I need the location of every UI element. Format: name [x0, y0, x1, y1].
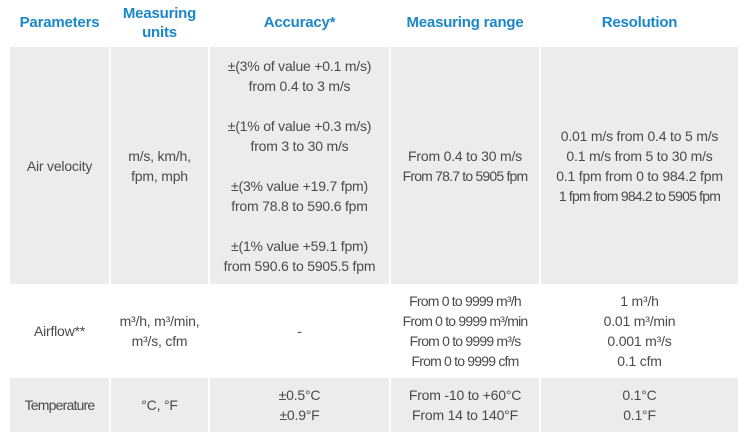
accuracy-text: ±(1% value +59.1 fpm)	[231, 237, 368, 254]
accuracy-text: ±(1% of value +0.3 m/s)	[227, 117, 372, 134]
cell-resolution	[541, 47, 738, 284]
accuracy-text: from 3 to 30 m/s	[250, 137, 349, 154]
units-text: m³/s, cfm	[131, 333, 188, 349]
accuracy-block	[228, 56, 372, 96]
table-row	[10, 378, 738, 432]
range-text: From 0 to 9999 m³/s	[409, 333, 521, 349]
table-header-row	[10, 0, 738, 45]
header-label: Parameters	[19, 14, 100, 31]
accuracy-text: ±0.5°C	[278, 387, 321, 403]
resolution-text: 1 fpm from 984.2 to 5905 fpm	[558, 187, 721, 204]
accuracy-block	[224, 236, 376, 276]
range-text: From -10 to +60°C	[408, 387, 522, 403]
range-text: From 78.7 to 5905 fpm	[402, 167, 528, 184]
units-text: fpm, mph	[131, 167, 188, 184]
header-parameters	[10, 0, 109, 45]
range-text: From 0 to 9999 m³/h	[409, 293, 521, 309]
resolution-text: 0.1 m/s from 5 to 30 m/s	[566, 147, 713, 164]
cell-accuracy	[210, 378, 389, 432]
resolution-text: 0.1°C	[622, 387, 657, 403]
cell-units	[111, 286, 208, 376]
spec-table	[10, 0, 738, 432]
range-text: From 0.4 to 30 m/s	[408, 147, 522, 164]
resolution-text: 0.1 fpm from 0 to 984.2 fpm	[556, 167, 723, 184]
accuracy-text: -	[297, 323, 302, 339]
units-text: m/s, km/h,	[128, 147, 191, 164]
header-label: Measuring range	[406, 14, 524, 31]
parameter-name: Air velocity	[26, 157, 93, 174]
header-label: Measuring	[122, 4, 197, 22]
header-label: units	[142, 23, 177, 41]
resolution-text: 0.1 cfm	[617, 353, 662, 369]
accuracy-text: ±(3% value +19.7 fpm)	[231, 177, 368, 194]
cell-resolution	[541, 378, 738, 432]
units-text: °C, °F	[141, 397, 178, 413]
range-text: From 0 to 9999 cfm	[411, 353, 519, 369]
cell-units	[111, 47, 208, 284]
accuracy-text: from 0.4 to 3 m/s	[248, 77, 351, 94]
cell-range	[391, 47, 539, 284]
cell-resolution	[541, 286, 738, 376]
cell-accuracy	[210, 286, 389, 376]
header-resolution	[541, 0, 738, 45]
accuracy-text: from 590.6 to 5905.5 fpm	[223, 257, 376, 274]
header-label: Resolution	[601, 14, 678, 31]
cell-accuracy	[210, 47, 389, 284]
cell-range	[391, 378, 539, 432]
table-row	[10, 286, 738, 376]
header-accuracy	[210, 0, 389, 45]
header-measuring-range	[391, 0, 539, 45]
resolution-text: 0.01 m/s from 0.4 to 5 m/s	[560, 127, 719, 144]
cell-range	[391, 286, 539, 376]
cell-units	[111, 378, 208, 432]
accuracy-text: from 78.8 to 590.6 fpm	[231, 197, 368, 214]
resolution-text: 0.1°F	[623, 407, 656, 423]
cell-parameter	[10, 47, 109, 284]
resolution-text: 1 m³/h	[620, 293, 659, 309]
accuracy-text: ±(3% of value +0.1 m/s)	[227, 57, 372, 74]
accuracy-text: ±0.9°F	[279, 407, 320, 423]
resolution-text: 0.01 m³/min	[603, 313, 676, 329]
parameter-name: Airflow**	[33, 323, 86, 339]
header-measuring-units	[111, 0, 208, 45]
parameter-name: Temperature	[24, 397, 95, 413]
cell-parameter	[10, 378, 109, 432]
accuracy-block	[231, 176, 368, 216]
resolution-text: 0.001 m³/s	[607, 333, 672, 349]
range-text: From 0 to 9999 m³/min	[402, 313, 528, 329]
table-row	[10, 47, 738, 284]
header-label: Accuracy*	[263, 14, 336, 31]
units-text: m³/h, m³/min,	[119, 313, 200, 329]
range-text: From 14 to 140°F	[412, 407, 518, 423]
accuracy-block	[228, 116, 372, 156]
cell-parameter	[10, 286, 109, 376]
